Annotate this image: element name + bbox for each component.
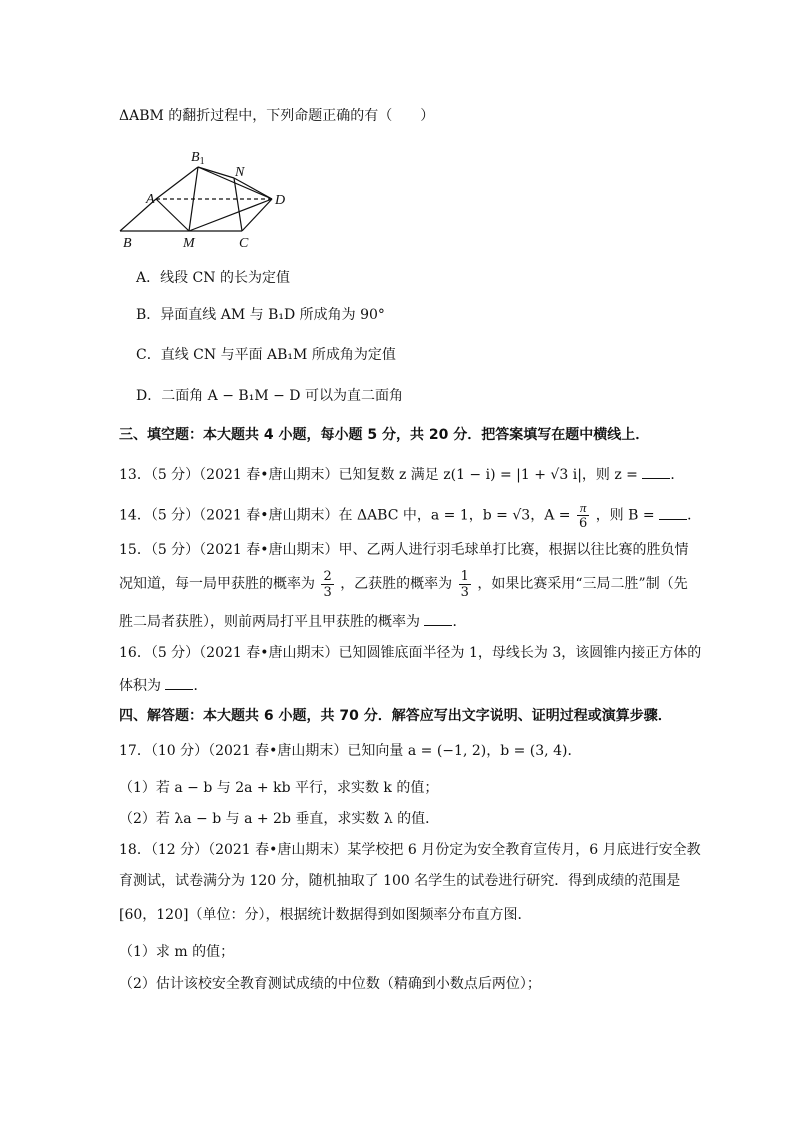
question-18-line-2: 育测试，试卷满分为 120 分，随机抽取了 100 名学生的试卷进行研究．得到成绩的范围是 (119, 873, 681, 889)
question-17-stem: 17．（10 分）（2021 春•唐山期末）已知向量 a = (−1, 2)，b = (3, 4)． (119, 743, 582, 759)
answer-blank-14 (659, 505, 687, 520)
question-12-tail: ΔABM 的翻折过程中，下列命题正确的有（ ） (119, 108, 435, 124)
fraction-two-thirds: $\frac{2}{3}$ (323, 568, 332, 600)
section-4-heading: 四、解答题：本大题共 6 小题，共 70 分．解答应写出文字说明、证明过程或演算步骤． (119, 708, 672, 724)
question-14: 14．（5 分）（2021 春•唐山期末）在 ΔABC 中，a = 1，b = √3，A = $\frac{\pi}{6}$ ，则 B = ． (119, 500, 702, 531)
fold-figure (115, 146, 315, 256)
question-18-part-1: （1）求 m 的值； (119, 944, 235, 960)
option-d: D．二面角 A − B₁M − D 可以为直二面角 (136, 388, 403, 404)
question-17-part-1: （1）若 a − b 与 2a + kb 平行，求实数 k 的值； (119, 780, 439, 796)
answer-blank-15 (424, 611, 452, 626)
answer-blank-13 (642, 464, 670, 479)
question-15-line-3: 胜二局者获胜），则前两局打平且甲获胜的概率为 ． (119, 611, 466, 632)
label-C: C (239, 236, 249, 251)
fraction-pi-over-6: $\frac{\pi}{6}$ (578, 500, 588, 531)
question-17-part-2: （2）若 λa − b 与 a + 2b 垂直，求实数 λ 的值． (119, 811, 440, 827)
answer-blank-16 (165, 675, 193, 690)
fraction-one-third: $\frac{1}{3}$ (460, 568, 469, 600)
question-16-line-2: 体积为 ． (119, 675, 207, 696)
question-18-line-3: [60，120]（单位：分），根据统计数据得到如图频率分布直方图． (119, 907, 532, 923)
question-15-line-1: 15．（5 分）（2021 春•唐山期末）甲、乙两人进行羽毛球单打比赛，根据以往比赛的胜负情 (119, 542, 689, 558)
question-18-part-2: （2）估计该校安全教育测试成绩的中位数（精确到小数点后两位）； (119, 976, 541, 992)
question-18-line-1: 18．（12 分）（2021 春•唐山期末）某学校把 6 月份定为安全教育宣传月，6 月底进行安全教 (119, 842, 701, 858)
option-c: C．直线 CN 与平面 AB₁M 所成角为定值 (136, 347, 396, 363)
section-3-heading: 三、填空题：本大题共 4 小题，每小题 5 分，共 20 分．把答案填写在题中横线上． (119, 427, 650, 443)
label-M: M (183, 236, 195, 251)
question-13: 13．（5 分）（2021 春•唐山期末）已知复数 z 满足 z(1 − i) = |1 + √3 i|，则 z = ． (119, 464, 684, 485)
option-b: B．异面直线 AM 与 B₁D 所成角为 90° (136, 307, 385, 323)
label-B: B (123, 236, 132, 251)
label-A: A (146, 192, 155, 207)
option-a: A．线段 CN 的长为定值 (136, 270, 290, 286)
question-16-line-1: 16．（5 分）（2021 春•唐山期末）已知圆锥底面半径为 1，母线长为 3，该圆锥内接正方体的 (119, 645, 702, 661)
label-D: D (275, 193, 286, 208)
label-N: N (235, 165, 245, 180)
question-15-line-2: 况知道，每一局甲获胜的概率为 $\frac{2}{3}$ ，乙获胜的概率为 $\frac{1}{3}$ ，如果比赛采用“三局二胜”制（先 (119, 568, 688, 600)
label-B1: $B_1$ (191, 150, 205, 167)
